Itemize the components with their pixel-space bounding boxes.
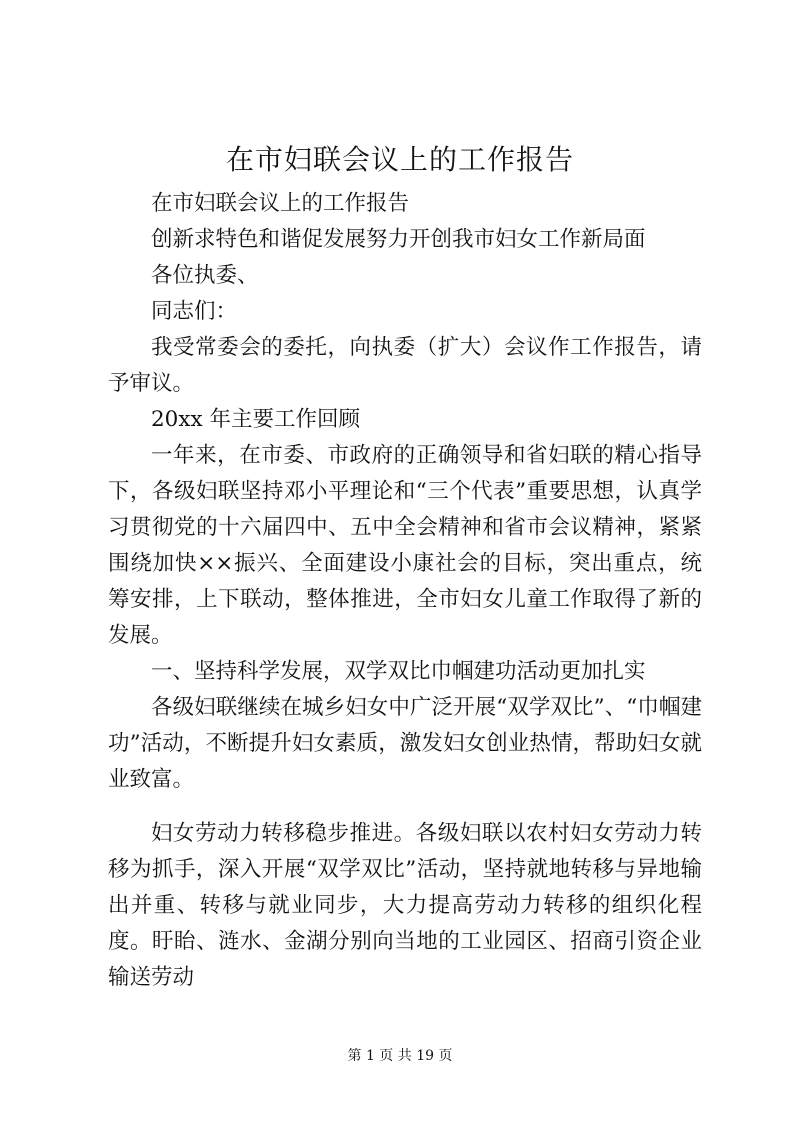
paragraph-intro: 我受常委会的委托，向执委（扩大）会议作工作报告，请予审议。 [108,335,702,396]
paragraph-activities: 各级妇联继续在城乡妇女中广泛开展“双学双比”、“巾帼建功”活动，不断提升妇女素质，激发妇女创业热情，帮助妇女就业致富。 [108,695,702,792]
paragraph-salutation-1: 各位执委、 [151,263,259,288]
page-number-footer: 第 1 页 共 19 页 [347,1048,453,1064]
paragraph-salutation-2: 同志们： [151,299,238,324]
document-body [108,186,702,996]
paragraph-heading-1: 一、坚持科学发展，双学双比巾帼建功活动更加扎实 [151,659,646,684]
paragraph-theme: 创新求特色和谐促发展努力开创我市妇女工作新局面 [151,227,646,252]
document-title: 在市妇联会议上的工作报告 [225,143,574,176]
paragraph-review: 一年来，在市委、市政府的正确领导和省妇联的精心指导下，各级妇联坚持邓小平理论和“三个代表”重要思想，认真学习贯彻党的十六届四中、五中全会精神和省市会议精神，紧紧围绕加快××振兴、全面建设小康社会的目标，突出重点，统筹安排，上下联动，整体推进，全市妇女儿童工作取得了新的发展。 [108,443,702,648]
paragraph-labor-transfer: 妇女劳动力转移稳步推进。各级妇联以农村妇女劳动力转移为抓手，深入开展“双学双比”活动，坚持就地转移与异地输出并重、转移与就业同步，大力提高劳动力转移的组织化程度。盱眙、涟水、金湖分别向当地的工业园区、招商引资企业输送劳动 [108,821,702,990]
paragraph-subtitle: 在市妇联会议上的工作报告 [151,191,410,216]
paragraph-section-heading: 20xx 年主要工作回顾 [151,407,360,432]
